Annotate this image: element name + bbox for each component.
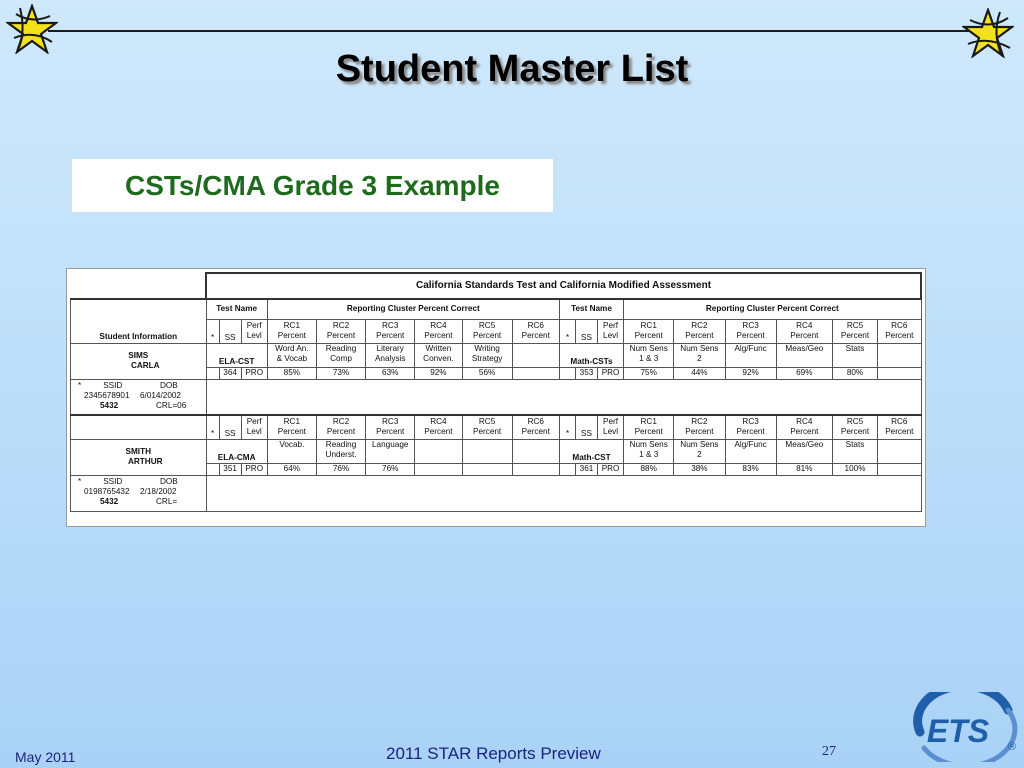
cell-line: Percent: [326, 427, 356, 437]
cell-line: 2: [697, 353, 702, 363]
cell-line: Conven.: [423, 353, 454, 363]
info-crl: CRL=: [156, 496, 178, 506]
cell-line: Perf: [246, 417, 262, 427]
right-star-blank: [559, 463, 575, 475]
left-test-name: ELA-CST: [206, 343, 267, 367]
cell-line: Word An.: [275, 343, 309, 353]
cell-line: Stats: [845, 439, 865, 449]
cell-line: Percent: [521, 331, 550, 340]
col-rc6-percent: [512, 319, 559, 343]
student-info-block: [71, 379, 207, 415]
cell-line: Num Sens: [680, 439, 719, 449]
col-perf-levl: [598, 415, 624, 439]
cell-line: Num Sens: [680, 343, 719, 353]
info-crl: CRL=06: [156, 400, 187, 410]
cell-line: RC2: [691, 417, 708, 427]
right-cluster-percent: 88%: [624, 463, 674, 475]
left-cluster-percent: 92%: [415, 367, 462, 379]
report-banner: California Standards Test and California Modified Assessment: [206, 273, 921, 299]
col-rc2-percent: [316, 415, 365, 439]
right-cluster-percent: 80%: [832, 367, 877, 379]
cell-line: Literary: [376, 343, 404, 353]
col-rc3-percent: [366, 319, 415, 343]
page-number: 27: [822, 744, 836, 759]
test-name-header: Test Name: [559, 299, 623, 319]
report-table: [70, 272, 922, 512]
cell-line: 2: [697, 449, 702, 459]
title-divider-line: [48, 30, 984, 32]
cell-line: Percent: [376, 427, 405, 437]
left-scale-score: 364: [219, 367, 241, 379]
cell-line: RC4: [430, 321, 447, 330]
col-rc4-percent: [415, 319, 462, 343]
cell-line: Perf: [603, 321, 619, 330]
col-perf-levl: [241, 319, 267, 343]
left-star-blank: [206, 367, 219, 379]
cell-line: RC1: [640, 417, 657, 427]
info-ssid: 0198765432: [84, 486, 130, 496]
left-cluster-name: [512, 343, 559, 367]
col-rc1-percent: [624, 415, 674, 439]
cell-line: Percent: [472, 427, 502, 437]
left-cluster-name: [462, 343, 512, 367]
student-info-block: [71, 475, 207, 511]
right-star-blank: [559, 367, 575, 379]
cell-line: RC3: [742, 417, 759, 427]
cell-line: 1 & 3: [639, 353, 659, 363]
col-rc4-percent: [776, 319, 832, 343]
left-perf-level: PRO: [241, 463, 267, 475]
col-rc5-percent: [832, 415, 877, 439]
student-info-grid: [72, 381, 205, 411]
right-cluster-name: [776, 343, 832, 367]
left-cluster-percent: [415, 463, 462, 475]
cell-line: Written: [425, 343, 452, 353]
cell-line: Percent: [736, 331, 765, 340]
right-cluster-name: [624, 439, 674, 463]
right-scale-score: 353: [575, 367, 597, 379]
right-cluster-percent: 92%: [725, 367, 776, 379]
cell-line: RC5: [846, 417, 864, 427]
cell-line: Alg/Func: [734, 343, 767, 353]
cell-line: RC4: [430, 417, 447, 427]
footer-date: May 2011: [15, 749, 76, 765]
student-name: [71, 343, 207, 379]
right-scale-score: 361: [575, 463, 597, 475]
cell-line: Vocab.: [279, 439, 305, 449]
right-cluster-percent: 44%: [674, 367, 725, 379]
col-rc6-percent: [512, 415, 559, 439]
cell-line: Percent: [885, 427, 914, 437]
cell-line: RC3: [382, 321, 399, 330]
cell-line: RC1: [640, 321, 657, 330]
cell-line: Percent: [277, 427, 306, 437]
right-cluster-percent: [878, 463, 921, 475]
cell-line: Perf: [246, 321, 262, 330]
footer-title: 2011 STAR Reports Preview: [386, 744, 601, 763]
cell-line: Percent: [326, 331, 356, 340]
cell-line: Reading: [325, 343, 357, 353]
cell-line: ARTHUR: [127, 457, 163, 466]
col-rc3-percent: [725, 415, 776, 439]
left-perf-level: PRO: [241, 367, 267, 379]
info-row-blank: [206, 379, 921, 415]
cell-line: Percent: [521, 427, 550, 437]
right-cluster-percent: 83%: [725, 463, 776, 475]
cell-line: Num Sens: [629, 343, 668, 353]
col-rc6-percent: [878, 319, 921, 343]
right-cluster-name: [725, 343, 776, 367]
student-master-list-report: [66, 268, 926, 527]
info-star-ssid: [78, 477, 136, 487]
cell-line: Percent: [840, 331, 870, 340]
right-cluster-percent: 38%: [674, 463, 725, 475]
left-cluster-percent: 63%: [366, 367, 415, 379]
right-cluster-name: [832, 343, 877, 367]
left-cluster-name: [316, 343, 365, 367]
left-cluster-name: [415, 343, 462, 367]
col-rc2-percent: [316, 319, 365, 343]
cell-line: Language: [372, 439, 409, 449]
right-perf-level: PRO: [598, 463, 624, 475]
info-dob: 6/014/2002: [140, 390, 181, 400]
subtitle: CSTs/CMA Grade 3 Example: [124, 169, 500, 201]
cell-line: Levl: [246, 427, 262, 437]
cell-line: Analysis: [374, 353, 406, 363]
cell-line: Writing: [474, 343, 500, 353]
left-cluster-percent: 76%: [316, 463, 365, 475]
student-info-header-blank: [71, 415, 207, 439]
info-row-blank: [206, 475, 921, 511]
right-cluster-name: [674, 439, 725, 463]
right-cluster-percent: 81%: [776, 463, 832, 475]
col-star: *: [206, 415, 219, 439]
right-cluster-name: [674, 343, 725, 367]
cell-line: Percent: [790, 427, 819, 437]
cell-line: Underst.: [325, 449, 357, 459]
cell-line: RC5: [478, 321, 496, 330]
cell-line: Levl: [603, 427, 619, 437]
info-star-ssid: [78, 381, 136, 391]
col-star: *: [559, 415, 575, 439]
corner-blank: [71, 273, 207, 299]
cell-line: CARLA: [130, 361, 160, 370]
cell-line: & Vocab: [276, 353, 308, 363]
left-scale-score: 351: [219, 463, 241, 475]
student-name: [71, 439, 207, 475]
cell-line: RC1: [283, 417, 301, 427]
cell-line: Percent: [424, 427, 453, 437]
cluster-header: Reporting Cluster Percent Correct: [267, 299, 559, 319]
right-cluster-name: [878, 439, 921, 463]
col-rc5-percent: [462, 415, 512, 439]
cell-line: RC3: [382, 417, 399, 427]
info-ssid-label: SSID: [103, 380, 123, 390]
col-rc5-percent: [462, 319, 512, 343]
cell-line: Perf: [603, 417, 619, 427]
test-name-header: Test Name: [206, 299, 267, 319]
ets-logo: [912, 692, 1018, 762]
slide-title: Student Master List: [335, 48, 689, 90]
right-test-name: Math-CST: [559, 439, 623, 463]
logo-text: ETS: [926, 713, 990, 749]
right-cluster-name: [725, 439, 776, 463]
col-rc1-percent: [267, 415, 316, 439]
cell-line: Num Sens: [629, 439, 668, 449]
right-perf-level: PRO: [598, 367, 624, 379]
left-cluster-name: [462, 439, 512, 463]
right-cluster-percent: [878, 367, 921, 379]
cluster-header: Reporting Cluster Percent Correct: [624, 299, 921, 319]
cell-line: Percent: [634, 331, 663, 340]
cell-line: RC2: [691, 321, 708, 330]
cell-line: Comp: [330, 353, 352, 363]
cell-line: RC6: [527, 321, 544, 330]
left-cluster-name: [267, 343, 316, 367]
left-cluster-name: [366, 439, 415, 463]
col-perf-levl: [598, 319, 624, 343]
col-ss: SS: [575, 415, 597, 439]
cell-line: RC2: [332, 321, 350, 330]
cell-line: Levl: [246, 331, 262, 340]
info-dob-label: DOB: [160, 476, 178, 486]
right-cluster-name: [776, 439, 832, 463]
col-star: *: [206, 319, 219, 343]
left-cluster-percent: 64%: [267, 463, 316, 475]
cell-line: Meas/Geo: [785, 439, 824, 449]
cell-line: RC4: [796, 417, 813, 427]
star-icon: [6, 4, 58, 54]
col-star: *: [559, 319, 575, 343]
cell-line: 1 & 3: [639, 449, 659, 459]
col-rc3-percent: [366, 415, 415, 439]
cell-line: RC3: [742, 321, 759, 330]
col-perf-levl: [241, 415, 267, 439]
info-ssid-label: SSID: [103, 476, 123, 486]
cell-line: Stats: [845, 343, 865, 353]
cell-line: Alg/Func: [734, 439, 767, 449]
student-info-grid: [72, 477, 205, 507]
info-star: *: [78, 380, 82, 390]
col-rc1-percent: [624, 319, 674, 343]
svg-text:®: ®: [1008, 741, 1017, 753]
left-cluster-name: [415, 439, 462, 463]
left-cluster-percent: 76%: [366, 463, 415, 475]
cell-line: Percent: [634, 427, 663, 437]
cell-line: RC4: [796, 321, 813, 330]
cell-line: Meas/Geo: [785, 343, 824, 353]
cell-line: RC5: [478, 417, 496, 427]
cell-line: Percent: [376, 331, 405, 340]
info-star: *: [78, 476, 82, 486]
left-cluster-percent: [512, 463, 559, 475]
info-code: 5432: [100, 400, 119, 410]
cell-line: RC6: [891, 417, 908, 427]
cell-line: Percent: [472, 331, 502, 340]
col-rc2-percent: [674, 319, 725, 343]
info-dob: 2/18/2002: [140, 486, 177, 496]
left-cluster-percent: 73%: [316, 367, 365, 379]
right-cluster-percent: 100%: [832, 463, 877, 475]
left-cluster-name: [267, 439, 316, 463]
left-cluster-percent: [512, 367, 559, 379]
cell-line: Percent: [790, 331, 819, 340]
info-ssid: 2345678901: [84, 390, 130, 400]
right-cluster-percent: 69%: [776, 367, 832, 379]
info-dob-label: DOB: [160, 380, 178, 390]
left-cluster-name: [366, 343, 415, 367]
left-cluster-name: [512, 439, 559, 463]
left-star-blank: [206, 463, 219, 475]
right-cluster-name: [832, 439, 877, 463]
cell-line: SMITH: [125, 447, 151, 456]
cell-line: Strategy: [471, 353, 503, 363]
right-cluster-name: [624, 343, 674, 367]
left-cluster-percent: 56%: [462, 367, 512, 379]
left-test-name: ELA-CMA: [206, 439, 267, 463]
col-ss: SS: [575, 319, 597, 343]
col-rc2-percent: [674, 415, 725, 439]
right-cluster-percent: 75%: [624, 367, 674, 379]
left-cluster-percent: 85%: [267, 367, 316, 379]
cell-line: Percent: [885, 331, 914, 340]
cell-line: RC1: [283, 321, 301, 330]
cell-line: Percent: [424, 331, 453, 340]
cell-line: RC5: [846, 321, 864, 330]
col-rc5-percent: [832, 319, 877, 343]
right-cluster-name: [878, 343, 921, 367]
cell-line: Percent: [840, 427, 870, 437]
cell-line: Levl: [603, 331, 619, 340]
subtitle-box: [72, 159, 553, 212]
col-rc6-percent: [878, 415, 921, 439]
cell-line: Reading: [325, 439, 357, 449]
cell-line: SIMS: [128, 351, 149, 360]
col-ss: SS: [219, 319, 241, 343]
col-rc4-percent: [776, 415, 832, 439]
info-code: 5432: [100, 496, 119, 506]
cell-line: RC6: [527, 417, 544, 427]
left-cluster-percent: [462, 463, 512, 475]
right-test-name: Math-CSTs: [559, 343, 623, 367]
left-cluster-name: [316, 439, 365, 463]
cell-line: Percent: [277, 331, 306, 340]
col-rc3-percent: [725, 319, 776, 343]
col-rc1-percent: [267, 319, 316, 343]
cell-line: Percent: [736, 427, 765, 437]
cell-line: RC6: [891, 321, 908, 330]
student-info-header: Student Information: [71, 299, 207, 343]
cell-line: Percent: [685, 427, 714, 437]
cell-line: Percent: [685, 331, 714, 340]
cell-line: RC2: [332, 417, 350, 427]
col-ss: SS: [219, 415, 241, 439]
col-rc4-percent: [415, 415, 462, 439]
